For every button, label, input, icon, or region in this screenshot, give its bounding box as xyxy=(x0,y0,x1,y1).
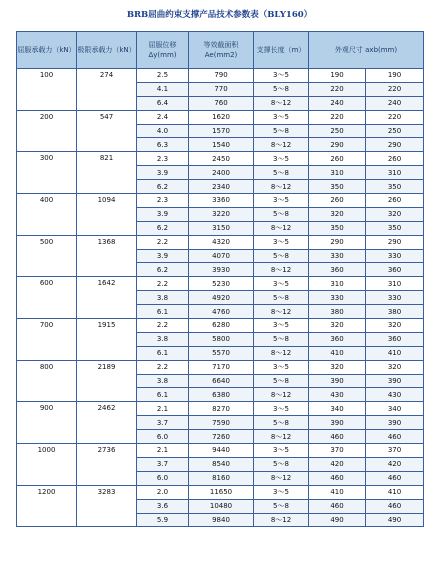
cell-dimension-a: 310 xyxy=(309,277,366,291)
cell-dimension-a: 190 xyxy=(309,69,366,83)
cell-brace-length: 8～12 xyxy=(254,305,309,319)
cell-ultimate-load: 3283 xyxy=(77,485,137,527)
cell-section-area: 8540 xyxy=(189,457,254,471)
cell-yield-displacement: 5.9 xyxy=(137,513,189,527)
cell-dimension-a: 240 xyxy=(309,96,366,110)
cell-dimension-b: 310 xyxy=(366,166,424,180)
cell-section-area: 3150 xyxy=(189,221,254,235)
cell-yield-displacement: 3.9 xyxy=(137,249,189,263)
cell-dimension-b: 370 xyxy=(366,444,424,458)
cell-dimension-b: 380 xyxy=(366,305,424,319)
cell-section-area: 4320 xyxy=(189,235,254,249)
table-row xyxy=(17,194,424,208)
cell-section-area: 760 xyxy=(189,96,254,110)
cell-section-area: 8160 xyxy=(189,471,254,485)
cell-dimension-a: 360 xyxy=(309,332,366,346)
cell-ultimate-load: 2189 xyxy=(77,360,137,402)
cell-yield-displacement: 6.4 xyxy=(137,96,189,110)
cell-dimension-b: 360 xyxy=(366,263,424,277)
cell-brace-length: 8～12 xyxy=(254,430,309,444)
cell-section-area: 8270 xyxy=(189,402,254,416)
cell-dimension-a: 360 xyxy=(309,263,366,277)
cell-ultimate-load: 1642 xyxy=(77,277,137,319)
cell-section-area: 5800 xyxy=(189,332,254,346)
cell-section-area: 7590 xyxy=(189,416,254,430)
cell-dimension-b: 460 xyxy=(366,430,424,444)
cell-dimension-b: 260 xyxy=(366,152,424,166)
cell-section-area: 3360 xyxy=(189,194,254,208)
cell-dimension-a: 320 xyxy=(309,319,366,333)
cell-section-area: 2400 xyxy=(189,166,254,180)
cell-yield-displacement: 2.1 xyxy=(137,402,189,416)
cell-section-area: 1620 xyxy=(189,110,254,124)
cell-yield-displacement: 6.1 xyxy=(137,346,189,360)
cell-dimension-b: 420 xyxy=(366,457,424,471)
cell-dimension-b: 390 xyxy=(366,416,424,430)
cell-dimension-b: 320 xyxy=(366,207,424,221)
cell-dimension-a: 320 xyxy=(309,360,366,374)
cell-ultimate-load: 547 xyxy=(77,110,137,152)
cell-dimension-a: 290 xyxy=(309,235,366,249)
cell-yield-load: 300 xyxy=(17,152,77,194)
cell-dimension-b: 220 xyxy=(366,82,424,96)
cell-dimension-a: 260 xyxy=(309,152,366,166)
table-row xyxy=(17,152,424,166)
cell-section-area: 2340 xyxy=(189,180,254,194)
cell-section-area: 6640 xyxy=(189,374,254,388)
cell-yield-displacement: 3.9 xyxy=(137,166,189,180)
cell-brace-length: 5～8 xyxy=(254,249,309,263)
cell-yield-load: 900 xyxy=(17,402,77,444)
header-section-area: 等效截面积 Ae(mm2) xyxy=(189,32,254,69)
cell-section-area: 3220 xyxy=(189,207,254,221)
cell-yield-displacement: 2.3 xyxy=(137,194,189,208)
cell-brace-length: 3～5 xyxy=(254,319,309,333)
table-row xyxy=(17,277,424,291)
table-row xyxy=(17,444,424,458)
cell-brace-length: 8～12 xyxy=(254,180,309,194)
cell-yield-displacement: 2.2 xyxy=(137,277,189,291)
cell-dimension-a: 490 xyxy=(309,513,366,527)
cell-yield-displacement: 6.1 xyxy=(137,305,189,319)
cell-section-area: 6280 xyxy=(189,319,254,333)
cell-brace-length: 5～8 xyxy=(254,332,309,346)
header-ultimate-load: 极限承载力（kN） xyxy=(77,32,137,69)
cell-brace-length: 8～12 xyxy=(254,346,309,360)
cell-section-area: 4760 xyxy=(189,305,254,319)
cell-yield-displacement: 6.1 xyxy=(137,388,189,402)
cell-dimension-a: 220 xyxy=(309,110,366,124)
cell-dimension-a: 380 xyxy=(309,305,366,319)
cell-yield-load: 400 xyxy=(17,194,77,236)
cell-yield-load: 100 xyxy=(17,69,77,111)
cell-yield-displacement: 2.2 xyxy=(137,235,189,249)
cell-dimension-b: 320 xyxy=(366,360,424,374)
table-row xyxy=(17,235,424,249)
cell-yield-displacement: 3.7 xyxy=(137,416,189,430)
cell-dimension-b: 390 xyxy=(366,374,424,388)
cell-section-area: 7170 xyxy=(189,360,254,374)
cell-dimension-a: 410 xyxy=(309,485,366,499)
cell-dimension-a: 340 xyxy=(309,402,366,416)
cell-section-area: 10480 xyxy=(189,499,254,513)
cell-dimension-a: 370 xyxy=(309,444,366,458)
cell-dimension-b: 310 xyxy=(366,277,424,291)
table-row xyxy=(17,69,424,83)
cell-section-area: 1540 xyxy=(189,138,254,152)
cell-brace-length: 3～5 xyxy=(254,110,309,124)
cell-ultimate-load: 1368 xyxy=(77,235,137,277)
cell-brace-length: 5～8 xyxy=(254,166,309,180)
cell-yield-load: 800 xyxy=(17,360,77,402)
cell-brace-length: 3～5 xyxy=(254,152,309,166)
spec-table xyxy=(16,31,424,527)
cell-section-area: 4070 xyxy=(189,249,254,263)
cell-dimension-a: 390 xyxy=(309,416,366,430)
cell-dimension-b: 350 xyxy=(366,221,424,235)
table-row xyxy=(17,485,424,499)
cell-dimension-b: 340 xyxy=(366,402,424,416)
cell-yield-displacement: 6.2 xyxy=(137,180,189,194)
cell-brace-length: 5～8 xyxy=(254,82,309,96)
cell-section-area: 9840 xyxy=(189,513,254,527)
cell-yield-displacement: 6.0 xyxy=(137,471,189,485)
cell-brace-length: 8～12 xyxy=(254,96,309,110)
cell-section-area: 9440 xyxy=(189,444,254,458)
cell-dimension-b: 430 xyxy=(366,388,424,402)
cell-dimension-b: 330 xyxy=(366,249,424,263)
cell-yield-displacement: 2.2 xyxy=(137,319,189,333)
cell-section-area: 770 xyxy=(189,82,254,96)
cell-dimension-a: 460 xyxy=(309,430,366,444)
cell-dimension-a: 310 xyxy=(309,166,366,180)
cell-ultimate-load: 2736 xyxy=(77,444,137,486)
cell-dimension-a: 320 xyxy=(309,207,366,221)
cell-section-area: 5230 xyxy=(189,277,254,291)
cell-dimension-b: 260 xyxy=(366,194,424,208)
cell-brace-length: 3～5 xyxy=(254,360,309,374)
header-brace-length: 支撑长度（m） xyxy=(254,32,309,69)
cell-yield-displacement: 2.5 xyxy=(137,69,189,83)
cell-yield-displacement: 3.8 xyxy=(137,291,189,305)
table-title: BRB屈曲约束支撑产品技术参数表（BLY160） xyxy=(126,10,313,20)
cell-brace-length: 3～5 xyxy=(254,235,309,249)
cell-dimension-a: 350 xyxy=(309,221,366,235)
cell-dimension-a: 250 xyxy=(309,124,366,138)
cell-brace-length: 5～8 xyxy=(254,457,309,471)
cell-dimension-a: 350 xyxy=(309,180,366,194)
cell-brace-length: 3～5 xyxy=(254,402,309,416)
header-row xyxy=(17,32,424,69)
cell-section-area: 11650 xyxy=(189,485,254,499)
cell-dimension-a: 260 xyxy=(309,194,366,208)
cell-dimension-a: 420 xyxy=(309,457,366,471)
cell-brace-length: 5～8 xyxy=(254,124,309,138)
cell-dimension-b: 460 xyxy=(366,499,424,513)
cell-brace-length: 3～5 xyxy=(254,194,309,208)
cell-yield-load: 1000 xyxy=(17,444,77,486)
table-row xyxy=(17,360,424,374)
cell-brace-length: 5～8 xyxy=(254,374,309,388)
cell-yield-displacement: 4.1 xyxy=(137,82,189,96)
cell-dimension-b: 410 xyxy=(366,346,424,360)
cell-yield-load: 500 xyxy=(17,235,77,277)
cell-yield-displacement: 2.3 xyxy=(137,152,189,166)
cell-yield-load: 1200 xyxy=(17,485,77,527)
cell-ultimate-load: 821 xyxy=(77,152,137,194)
cell-yield-load: 600 xyxy=(17,277,77,319)
cell-section-area: 7260 xyxy=(189,430,254,444)
cell-yield-load: 700 xyxy=(17,319,77,361)
cell-dimension-b: 460 xyxy=(366,471,424,485)
cell-ultimate-load: 1094 xyxy=(77,194,137,236)
cell-section-area: 3930 xyxy=(189,263,254,277)
cell-ultimate-load: 274 xyxy=(77,69,137,111)
cell-yield-displacement: 2.0 xyxy=(137,485,189,499)
cell-section-area: 1570 xyxy=(189,124,254,138)
cell-dimension-b: 350 xyxy=(366,180,424,194)
cell-yield-load: 200 xyxy=(17,110,77,152)
cell-dimension-a: 410 xyxy=(309,346,366,360)
cell-brace-length: 8～12 xyxy=(254,513,309,527)
header-yield-load: 屈服承载力（kN） xyxy=(17,32,77,69)
cell-brace-length: 8～12 xyxy=(254,471,309,485)
header-dimension: 外观尺寸 axb(mm) xyxy=(309,32,424,69)
cell-brace-length: 5～8 xyxy=(254,291,309,305)
table-row xyxy=(17,110,424,124)
cell-dimension-a: 290 xyxy=(309,138,366,152)
cell-dimension-b: 220 xyxy=(366,110,424,124)
cell-dimension-b: 290 xyxy=(366,138,424,152)
cell-yield-displacement: 3.8 xyxy=(137,374,189,388)
cell-yield-displacement: 3.8 xyxy=(137,332,189,346)
cell-yield-displacement: 4.0 xyxy=(137,124,189,138)
cell-section-area: 5570 xyxy=(189,346,254,360)
cell-section-area: 6380 xyxy=(189,388,254,402)
cell-brace-length: 3～5 xyxy=(254,69,309,83)
cell-dimension-b: 290 xyxy=(366,235,424,249)
cell-yield-displacement: 3.7 xyxy=(137,457,189,471)
cell-yield-displacement: 2.2 xyxy=(137,360,189,374)
cell-brace-length: 8～12 xyxy=(254,388,309,402)
cell-yield-displacement: 2.4 xyxy=(137,110,189,124)
header-yield-displacement: 屈服位移 Δy(mm) xyxy=(137,32,189,69)
cell-dimension-b: 330 xyxy=(366,291,424,305)
cell-brace-length: 8～12 xyxy=(254,263,309,277)
cell-dimension-a: 390 xyxy=(309,374,366,388)
cell-brace-length: 8～12 xyxy=(254,138,309,152)
table-row xyxy=(17,402,424,416)
cell-yield-displacement: 6.2 xyxy=(137,221,189,235)
cell-brace-length: 3～5 xyxy=(254,444,309,458)
cell-dimension-b: 240 xyxy=(366,96,424,110)
cell-brace-length: 8～12 xyxy=(254,221,309,235)
cell-dimension-b: 360 xyxy=(366,332,424,346)
cell-yield-displacement: 6.2 xyxy=(137,263,189,277)
cell-brace-length: 3～5 xyxy=(254,277,309,291)
cell-dimension-a: 330 xyxy=(309,291,366,305)
cell-brace-length: 5～8 xyxy=(254,207,309,221)
cell-section-area: 4920 xyxy=(189,291,254,305)
cell-dimension-a: 430 xyxy=(309,388,366,402)
cell-dimension-a: 460 xyxy=(309,471,366,485)
cell-yield-displacement: 3.6 xyxy=(137,499,189,513)
cell-dimension-b: 320 xyxy=(366,319,424,333)
cell-brace-length: 5～8 xyxy=(254,416,309,430)
cell-yield-displacement: 6.0 xyxy=(137,430,189,444)
cell-section-area: 2450 xyxy=(189,152,254,166)
cell-yield-displacement: 2.1 xyxy=(137,444,189,458)
cell-section-area: 790 xyxy=(189,69,254,83)
cell-dimension-a: 460 xyxy=(309,499,366,513)
cell-dimension-a: 330 xyxy=(309,249,366,263)
cell-ultimate-load: 1915 xyxy=(77,319,137,361)
cell-ultimate-load: 2462 xyxy=(77,402,137,444)
cell-dimension-b: 250 xyxy=(366,124,424,138)
table-row xyxy=(17,319,424,333)
cell-dimension-b: 490 xyxy=(366,513,424,527)
cell-yield-displacement: 3.9 xyxy=(137,207,189,221)
cell-brace-length: 5～8 xyxy=(254,499,309,513)
cell-dimension-b: 410 xyxy=(366,485,424,499)
cell-dimension-a: 220 xyxy=(309,82,366,96)
cell-dimension-b: 190 xyxy=(366,69,424,83)
cell-yield-displacement: 6.3 xyxy=(137,138,189,152)
cell-brace-length: 3～5 xyxy=(254,485,309,499)
